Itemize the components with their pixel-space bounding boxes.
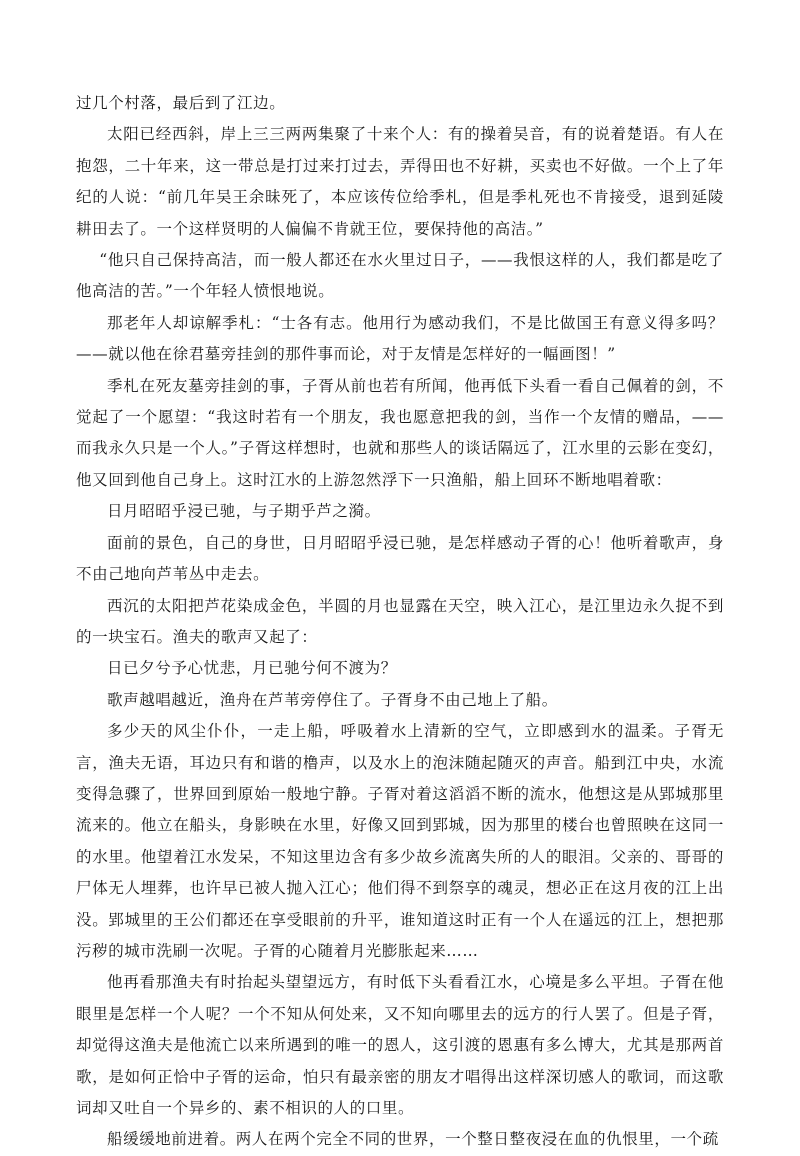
body-text xyxy=(76,88,724,1156)
paragraph: 过几个村落，最后到了江边。 xyxy=(76,94,286,112)
paragraph: 那老年人却谅解季札：“士各有志。他用行为感动我们，不是比做国王有意义得多吗？——就以他在徐君墓旁挂剑的那件事而论，对于友情是怎样好的一幅画图！” xyxy=(76,313,724,364)
paragraph: 多少天的风尘仆仆，一走上船，呼吸着水上清新的空气，立即感到水的温柔。子胥无言，渔夫无语，耳边只有和谐的橹声，以及水上的泡沫随起随灭的声音。船到江中央，水流变得急骤了，世界回到原始一般地宁静。子胥对着这滔滔不断的流水，他想这是从郢城那里流来的。他立在船头，身影映在水里，好像又回到郢城，因为那里的楼台也曾照映在这同一的水里。他望着江水发呆，不知这里边含有多少故乡流离失所的人的眼泪。父亲的、哥哥的尸体无人埋葬，也许早已被人抛入江心；他们得不到祭享的魂灵，想必正在这月夜的江上出没。郢城里的王公们都还在享受眼前的升平，谁知道这时正有一个人在遥远的江上，想把那污秽的城市洗刷一次呢。子胥的心随着月光膨胀起来…… xyxy=(76,722,724,960)
song-line: 日已夕兮予心忧悲，月已驰兮何不渡为？ xyxy=(107,659,397,678)
song-line: 日月昭昭乎浸已驰，与子期乎芦之漪。 xyxy=(107,502,381,521)
paragraph: 船缓缓地前进着。两人在两个完全不同的世界，一个整日整夜浸在血的仇恨里，一个疏 xyxy=(107,1130,719,1149)
paragraph: 西沉的太阳把芦花染成金色，半圆的月也显露在天空，映入江心，是江里边永久捉不到的一块宝石。渔夫的歌声又起了： xyxy=(76,596,724,646)
paragraph: 季札在死友墓旁挂剑的事，子胥从前也若有所闻，他再低下头看一看自己佩着的剑，不觉起了一个愿望：“我这时若有一个朋友，我也愿意把我的剑，当作一个友情的赠品，——而我永久只是一个人。”子胥这样想时，也就和那些人的谈话隔远了，江水里的云影在变幻，他又回到他自己身上。这时江水的上游忽然浮下一只渔船，船上回环不断地唱着歌： xyxy=(76,376,724,489)
paragraph: “他只自己保持高洁，而一般人都还在水火里过日子，——我恨这样的人，我们都是吃了他高洁的苦。”一个年轻人愤恨地说。 xyxy=(76,251,724,301)
paragraph: 面前的景色，自己的身世，日月昭昭乎浸已驰，是怎样感动子胥的心！他听着歌声，身不由己地向芦苇丛中走去。 xyxy=(76,533,724,584)
paragraph: 太阳已经西斜，岸上三三两两集聚了十来个人：有的操着吴音，有的说着楚语。有人在抱怨，二十年来，这一带总是打过来打过去，弄得田也不好耕，买卖也不好做。一个上了年纪的人说：“前几年吴王余昧死了，本应该传位给季札，但是季札死也不肯接受，退到延陵耕田去了。一个这样贤明的人偏偏不肯就王位，要保持他的高洁。” xyxy=(76,125,724,238)
paragraph: 他再看那渔夫有时抬起头望望远方，有时低下头看看江水，心境是多么平坦。子胥在他眼里是怎样一个人呢？一个不知从何处来，又不知向哪里去的远方的行人罢了。但是子胥，却觉得这渔夫是他流亡以来所遇到的唯一的恩人，这引渡的恩惠有多么博大，尤其是那两首歌，是如何正恰中子胥的运命，怕只有最亲密的朋友才唱得出这样深切感人的歌词，而这歌词却又吐自一个异乡的、素不相识的人的口里。 xyxy=(76,973,724,1117)
paragraph: 歌声越唱越近，渔舟在芦苇旁停住了。子胥身不由己地上了船。 xyxy=(107,690,558,709)
